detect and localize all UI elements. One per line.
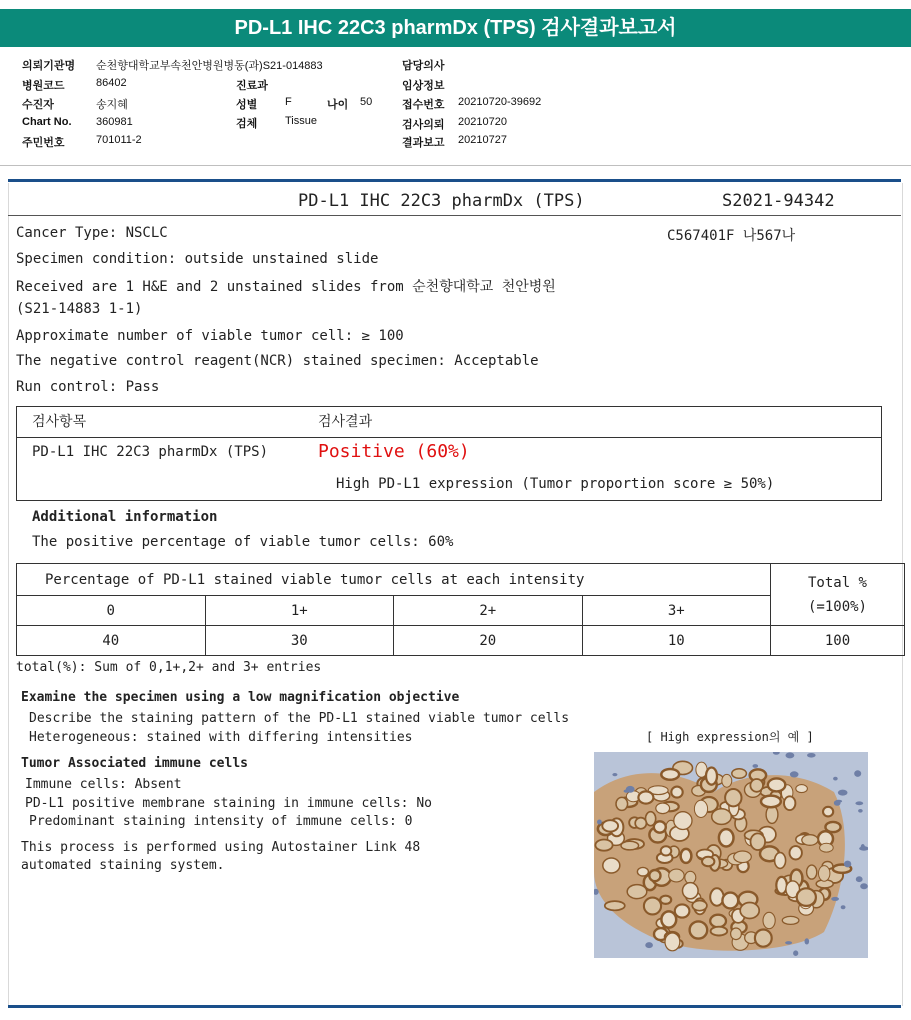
institution-value: 순천향대학교부속천안병원병동(과)S21-014883 — [96, 60, 323, 72]
stained-cell — [820, 843, 834, 852]
cancer-type: Cancer Type: NSCLC — [16, 225, 168, 241]
stained-cell — [671, 787, 682, 798]
additional-info-text: The positive percentage of viable tumor cells: 60% — [32, 534, 454, 550]
stained-cell — [722, 893, 738, 909]
received-ref: (S21-14883 1-1) — [16, 301, 143, 317]
stained-cell — [755, 930, 772, 947]
stained-cell — [776, 877, 787, 894]
stained-cell — [661, 911, 676, 927]
stained-cell — [825, 822, 840, 832]
immune-line1: Immune cells: Absent — [25, 777, 182, 792]
dept-label: 진료과 — [236, 80, 268, 92]
high-expression-micrograph — [594, 752, 868, 958]
background-nucleus — [854, 770, 861, 777]
stained-cell — [782, 916, 799, 924]
background-nucleus — [834, 800, 841, 806]
background-nucleus — [793, 950, 798, 956]
receiver-value: 송지혜 — [96, 99, 128, 111]
stained-cell — [690, 921, 708, 938]
stained-cell — [674, 812, 692, 830]
intensity-label: 1+ — [205, 596, 394, 626]
stained-cell — [712, 809, 732, 825]
background-nucleus — [612, 773, 617, 776]
background-nucleus — [855, 801, 863, 805]
intensity-label: 0 — [17, 596, 206, 626]
background-nucleus — [858, 809, 863, 813]
background-nucleus — [786, 752, 795, 758]
background-nucleus — [790, 771, 799, 777]
stained-cell — [823, 807, 833, 817]
report-title: PD-L1 IHC 22C3 pharmDx (TPS) 검사결과보고서 — [0, 9, 911, 47]
process-line1: This process is performed using Autostainer Link 48 — [21, 840, 421, 855]
viable-tumor-cells: Approximate number of viable tumor cell: ≥ 100 — [16, 328, 404, 344]
stained-cell — [740, 903, 759, 919]
stained-cell — [692, 901, 707, 911]
id-value: 701011-2 — [96, 134, 142, 146]
examine-title: Examine the specimen using a low magnification objective — [21, 690, 460, 705]
stained-cell — [656, 803, 670, 814]
stained-cell — [621, 841, 639, 850]
stained-cell — [627, 885, 647, 899]
stained-cell — [675, 904, 690, 917]
intensity-value: 30 — [205, 626, 394, 656]
stained-cell — [731, 928, 742, 940]
stained-cell — [649, 870, 660, 881]
process-line2: automated staining system. — [21, 858, 225, 873]
chart-label: Chart No. — [22, 116, 72, 128]
background-nucleus — [856, 876, 863, 882]
stained-cell — [750, 779, 763, 792]
stained-cell — [681, 849, 692, 863]
background-nucleus — [844, 861, 851, 868]
intensity-value: 10 — [582, 626, 771, 656]
ncr-status: The negative control reagent(NCR) stained specimen: Acceptable — [16, 353, 539, 369]
stained-cell — [732, 769, 747, 779]
background-nucleus — [645, 942, 653, 948]
stained-cell — [802, 835, 818, 846]
stained-cell — [784, 796, 795, 810]
report-date-value: 20210727 — [458, 134, 507, 146]
background-nucleus — [753, 764, 759, 768]
stained-cell — [710, 915, 726, 928]
sex-value: F — [285, 96, 292, 108]
stained-cell — [819, 866, 830, 882]
total-header-line2: (=100%) — [807, 598, 867, 615]
request-label: 검사의뢰 — [402, 119, 445, 131]
stained-cell — [661, 846, 672, 855]
clinical-label: 임상정보 — [402, 80, 445, 92]
immune-title: Tumor Associated immune cells — [21, 756, 248, 771]
background-nucleus — [838, 790, 848, 796]
stained-cell — [669, 869, 684, 882]
additional-info-title: Additional information — [32, 509, 218, 525]
intensity-value: 20 — [394, 626, 583, 656]
intensity-value: 40 — [17, 626, 206, 656]
stained-cell — [711, 927, 728, 936]
stained-cell — [761, 796, 781, 808]
background-nucleus — [597, 820, 602, 825]
specimen-label: 검체 — [236, 118, 258, 130]
result-item-name: PD-L1 IHC 22C3 pharmDx (TPS) — [32, 444, 269, 460]
background-nucleus — [805, 938, 810, 944]
stained-cell — [722, 774, 732, 787]
accession-value: 20210720-39692 — [458, 96, 542, 108]
background-nucleus — [860, 883, 868, 889]
column-test-result: 검사결과 — [318, 414, 373, 430]
result-box-divider — [17, 437, 881, 438]
age-value: 50 — [360, 96, 373, 108]
stained-cell — [706, 768, 717, 785]
stained-cell — [763, 912, 775, 928]
chart-value: 360981 — [96, 116, 133, 128]
stained-cell — [595, 840, 612, 851]
stained-cell — [602, 820, 618, 831]
examine-line2: Heterogeneous: stained with differing intensities — [29, 730, 413, 745]
test-title: PD-L1 IHC 22C3 pharmDx (TPS) — [298, 191, 585, 211]
stained-cell — [644, 898, 661, 915]
stained-cell — [603, 858, 620, 873]
background-nucleus — [831, 897, 839, 901]
report-date-label: 결과보고 — [402, 137, 445, 149]
image-caption: [ High expression의 예 ] — [646, 730, 814, 744]
stained-cell — [637, 867, 648, 876]
accession-label: 접수번호 — [402, 99, 445, 111]
intensity-label: 2+ — [394, 596, 583, 626]
stained-cell — [807, 865, 817, 879]
stained-cell — [797, 888, 816, 906]
intensity-table-header: Percentage of PD-L1 stained viable tumor cells at each intensity — [17, 564, 771, 596]
stained-cell — [796, 785, 808, 793]
stained-cell — [694, 800, 707, 817]
stained-cell — [665, 933, 680, 951]
background-nucleus — [833, 777, 838, 781]
receiver-label: 수진자 — [22, 99, 54, 111]
intensity-table — [16, 563, 905, 656]
background-nucleus — [626, 786, 635, 793]
request-value: 20210720 — [458, 116, 507, 128]
doctor-label: 담당의사 — [402, 60, 445, 72]
hospital-code-label: 병원코드 — [22, 80, 65, 92]
background-nucleus — [841, 905, 846, 909]
total-note: total(%): Sum of 0,1+,2+ and 3+ entries — [16, 660, 322, 675]
code-right: C567401F 나567나 — [667, 228, 796, 244]
result-positive: Positive (60%) — [318, 441, 470, 462]
stained-cell — [685, 871, 696, 883]
received-slides: Received are 1 H&E and 2 unstained slides from 순천향대학교 천안병원 — [16, 279, 556, 295]
run-control: Run control: Pass — [16, 379, 160, 395]
stained-cell — [661, 769, 679, 780]
background-nucleus — [785, 941, 792, 944]
specimen-value: Tissue — [285, 115, 317, 127]
immune-line2: PD-L1 positive membrane staining in immune cells: No — [25, 796, 432, 811]
total-value: 100 — [771, 626, 905, 656]
specimen-condition: Specimen condition: outside unstained slide — [16, 251, 379, 267]
intensity-label: 3+ — [582, 596, 771, 626]
expression-note: High PD-L1 expression (Tumor proportion score ≥ 50%) — [336, 476, 775, 492]
bottom-blue-rule — [8, 1005, 901, 1008]
stained-cell — [654, 821, 666, 832]
micrograph-svg — [594, 752, 868, 958]
immune-line3: Predominant staining intensity of immune cells: 0 — [29, 814, 413, 829]
top-blue-rule — [8, 179, 901, 182]
header-divider — [0, 165, 911, 166]
stained-cell — [638, 791, 653, 803]
hospital-code-value: 86402 — [96, 77, 127, 89]
stained-cell — [635, 818, 646, 829]
stained-cell — [660, 896, 671, 904]
title-underline — [8, 215, 901, 216]
stained-cell — [725, 789, 741, 806]
background-nucleus — [807, 753, 816, 758]
column-test-item: 검사항목 — [32, 414, 87, 430]
stained-cell — [768, 778, 785, 791]
age-label: 나이 — [327, 99, 349, 111]
stained-cell — [702, 857, 714, 866]
id-label: 주민번호 — [22, 137, 65, 149]
stained-cell — [790, 846, 802, 859]
examine-line1: Describe the staining pattern of the PD-L1 stained viable tumor cells — [29, 711, 570, 726]
stained-cell — [719, 829, 734, 846]
total-header-line1: Total % — [807, 574, 867, 591]
report-number: S2021-94342 — [722, 191, 835, 211]
stained-cell — [775, 853, 786, 869]
sex-label: 성별 — [236, 99, 258, 111]
total-header — [771, 564, 905, 626]
institution-label: 의뢰기관명 — [22, 60, 76, 72]
stained-cell — [683, 883, 699, 899]
stained-cell — [605, 901, 625, 910]
stained-cell — [751, 833, 766, 850]
stained-cell — [734, 851, 752, 863]
stained-cell — [616, 797, 628, 810]
